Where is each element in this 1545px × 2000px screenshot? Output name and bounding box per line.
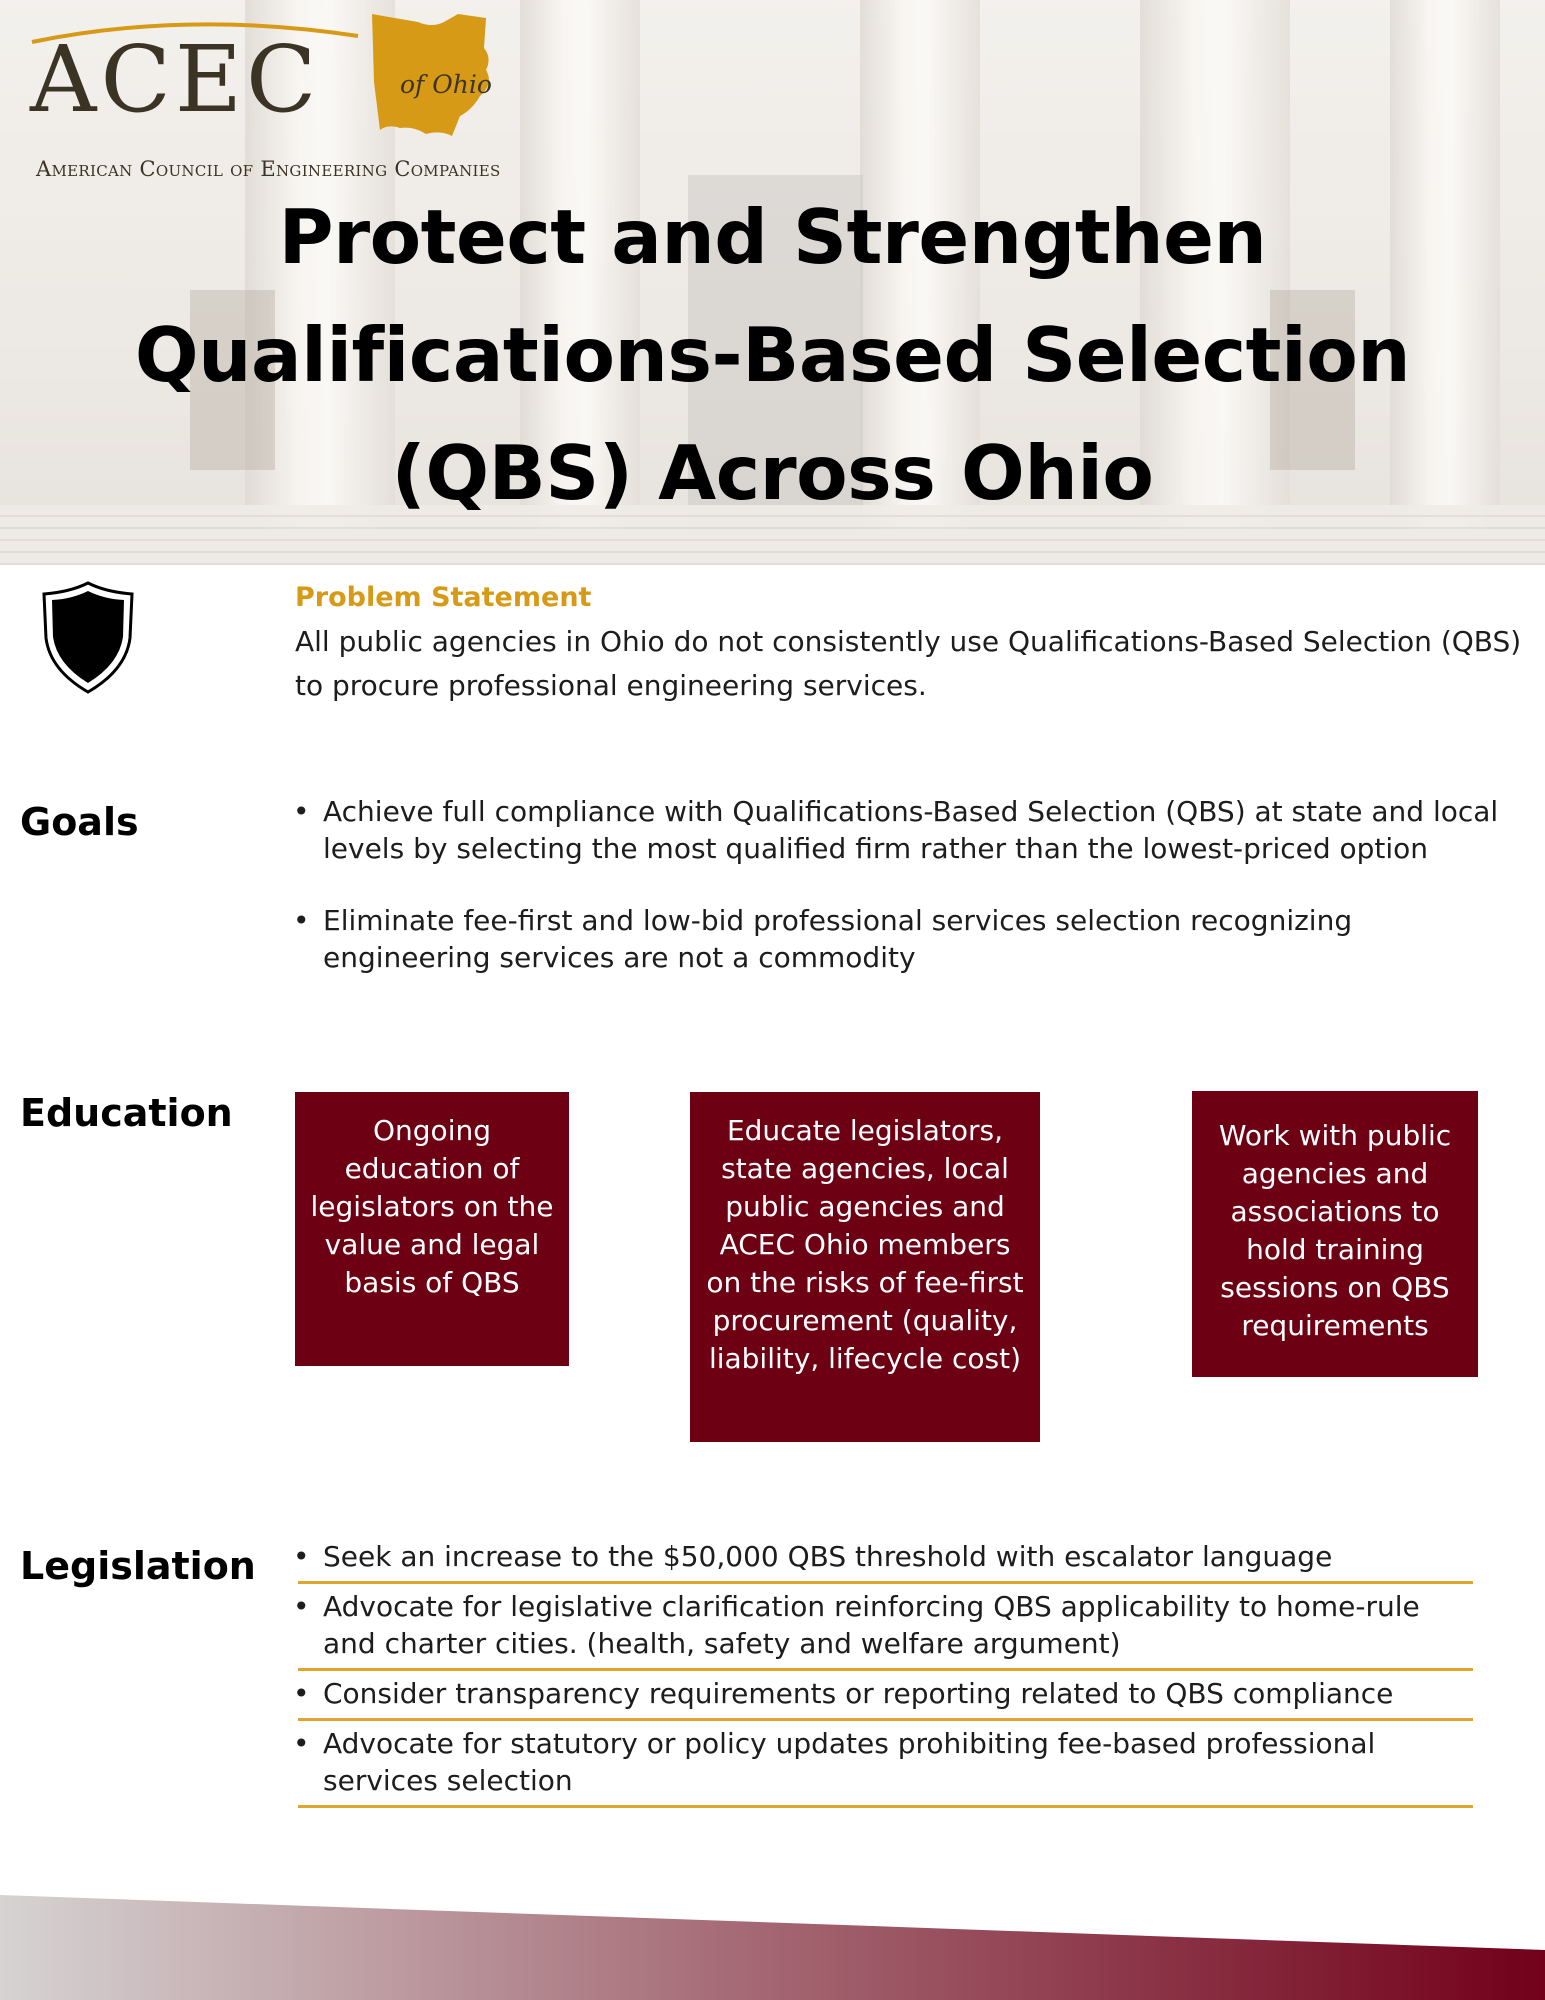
legislation-item-text: Seek an increase to the $50,000 QBS threshold with escalator language	[323, 1540, 1333, 1573]
title-line: (QBS) Across Ohio	[391, 429, 1154, 517]
title-line: Protect and Strengthen	[278, 193, 1267, 281]
legislation-item	[293, 1588, 1473, 1667]
footer-gradient-band	[0, 1895, 1545, 2000]
divider	[298, 1581, 1473, 1584]
goals-label: Goals	[20, 800, 139, 844]
legislation-list	[293, 1538, 1473, 1812]
legislation-item	[293, 1538, 1473, 1580]
goals-list	[293, 793, 1523, 1011]
divider	[298, 1718, 1473, 1721]
education-label: Education	[20, 1091, 233, 1135]
legislation-item	[293, 1675, 1473, 1717]
hero-banner	[0, 0, 1545, 565]
goal-item: • Eliminate fee-first and low-bid professional services selection recognizing engineering services are not a commodity	[293, 902, 1523, 976]
acec-ohio-logo	[28, 12, 628, 182]
shield-icon	[38, 580, 138, 695]
logo-of-ohio-text: of Ohio	[400, 70, 492, 99]
legislation-item-text: Advocate for legislative clarification reinforcing QBS applicability to home-rule and charter cities. (health, safety and welfare argument)	[323, 1590, 1420, 1660]
logo-subtitle: American Council of Engineering Companies	[36, 157, 501, 181]
education-box: Ongoing education of legislators on the value and legal basis of QBS	[295, 1092, 569, 1366]
logo-acec-text: ACEC	[30, 26, 321, 133]
legislation-item	[293, 1725, 1473, 1804]
problem-text: All public agencies in Ohio do not consistently use Qualifications-Based Selection (QBS) to procure professional engineering services.	[295, 625, 1522, 702]
education-box: Work with public agencies and associations to hold training sessions on QBS requirements	[1192, 1091, 1478, 1377]
divider	[298, 1668, 1473, 1671]
title-line: Qualifications-Based Selection	[134, 311, 1411, 399]
problem-heading: Problem Statement	[295, 582, 592, 613]
page-title	[40, 178, 1505, 532]
education-box: Educate legislators, state agencies, local public agencies and ACEC Ohio members on the risks of fee-first procurement (quality, liability, lifecycle cost)	[690, 1092, 1040, 1442]
divider	[298, 1805, 1473, 1808]
legislation-item-text: Consider transparency requirements or reporting related to QBS compliance	[323, 1677, 1394, 1710]
goal-item: • Achieve full compliance with Qualifications-Based Selection (QBS) at state and local levels by selecting the most qualified firm rather than the lowest-priced option	[293, 793, 1523, 867]
legislation-label: Legislation	[20, 1544, 256, 1588]
legislation-item-text: Advocate for statutory or policy updates prohibiting fee-based professional services selection	[323, 1727, 1376, 1797]
